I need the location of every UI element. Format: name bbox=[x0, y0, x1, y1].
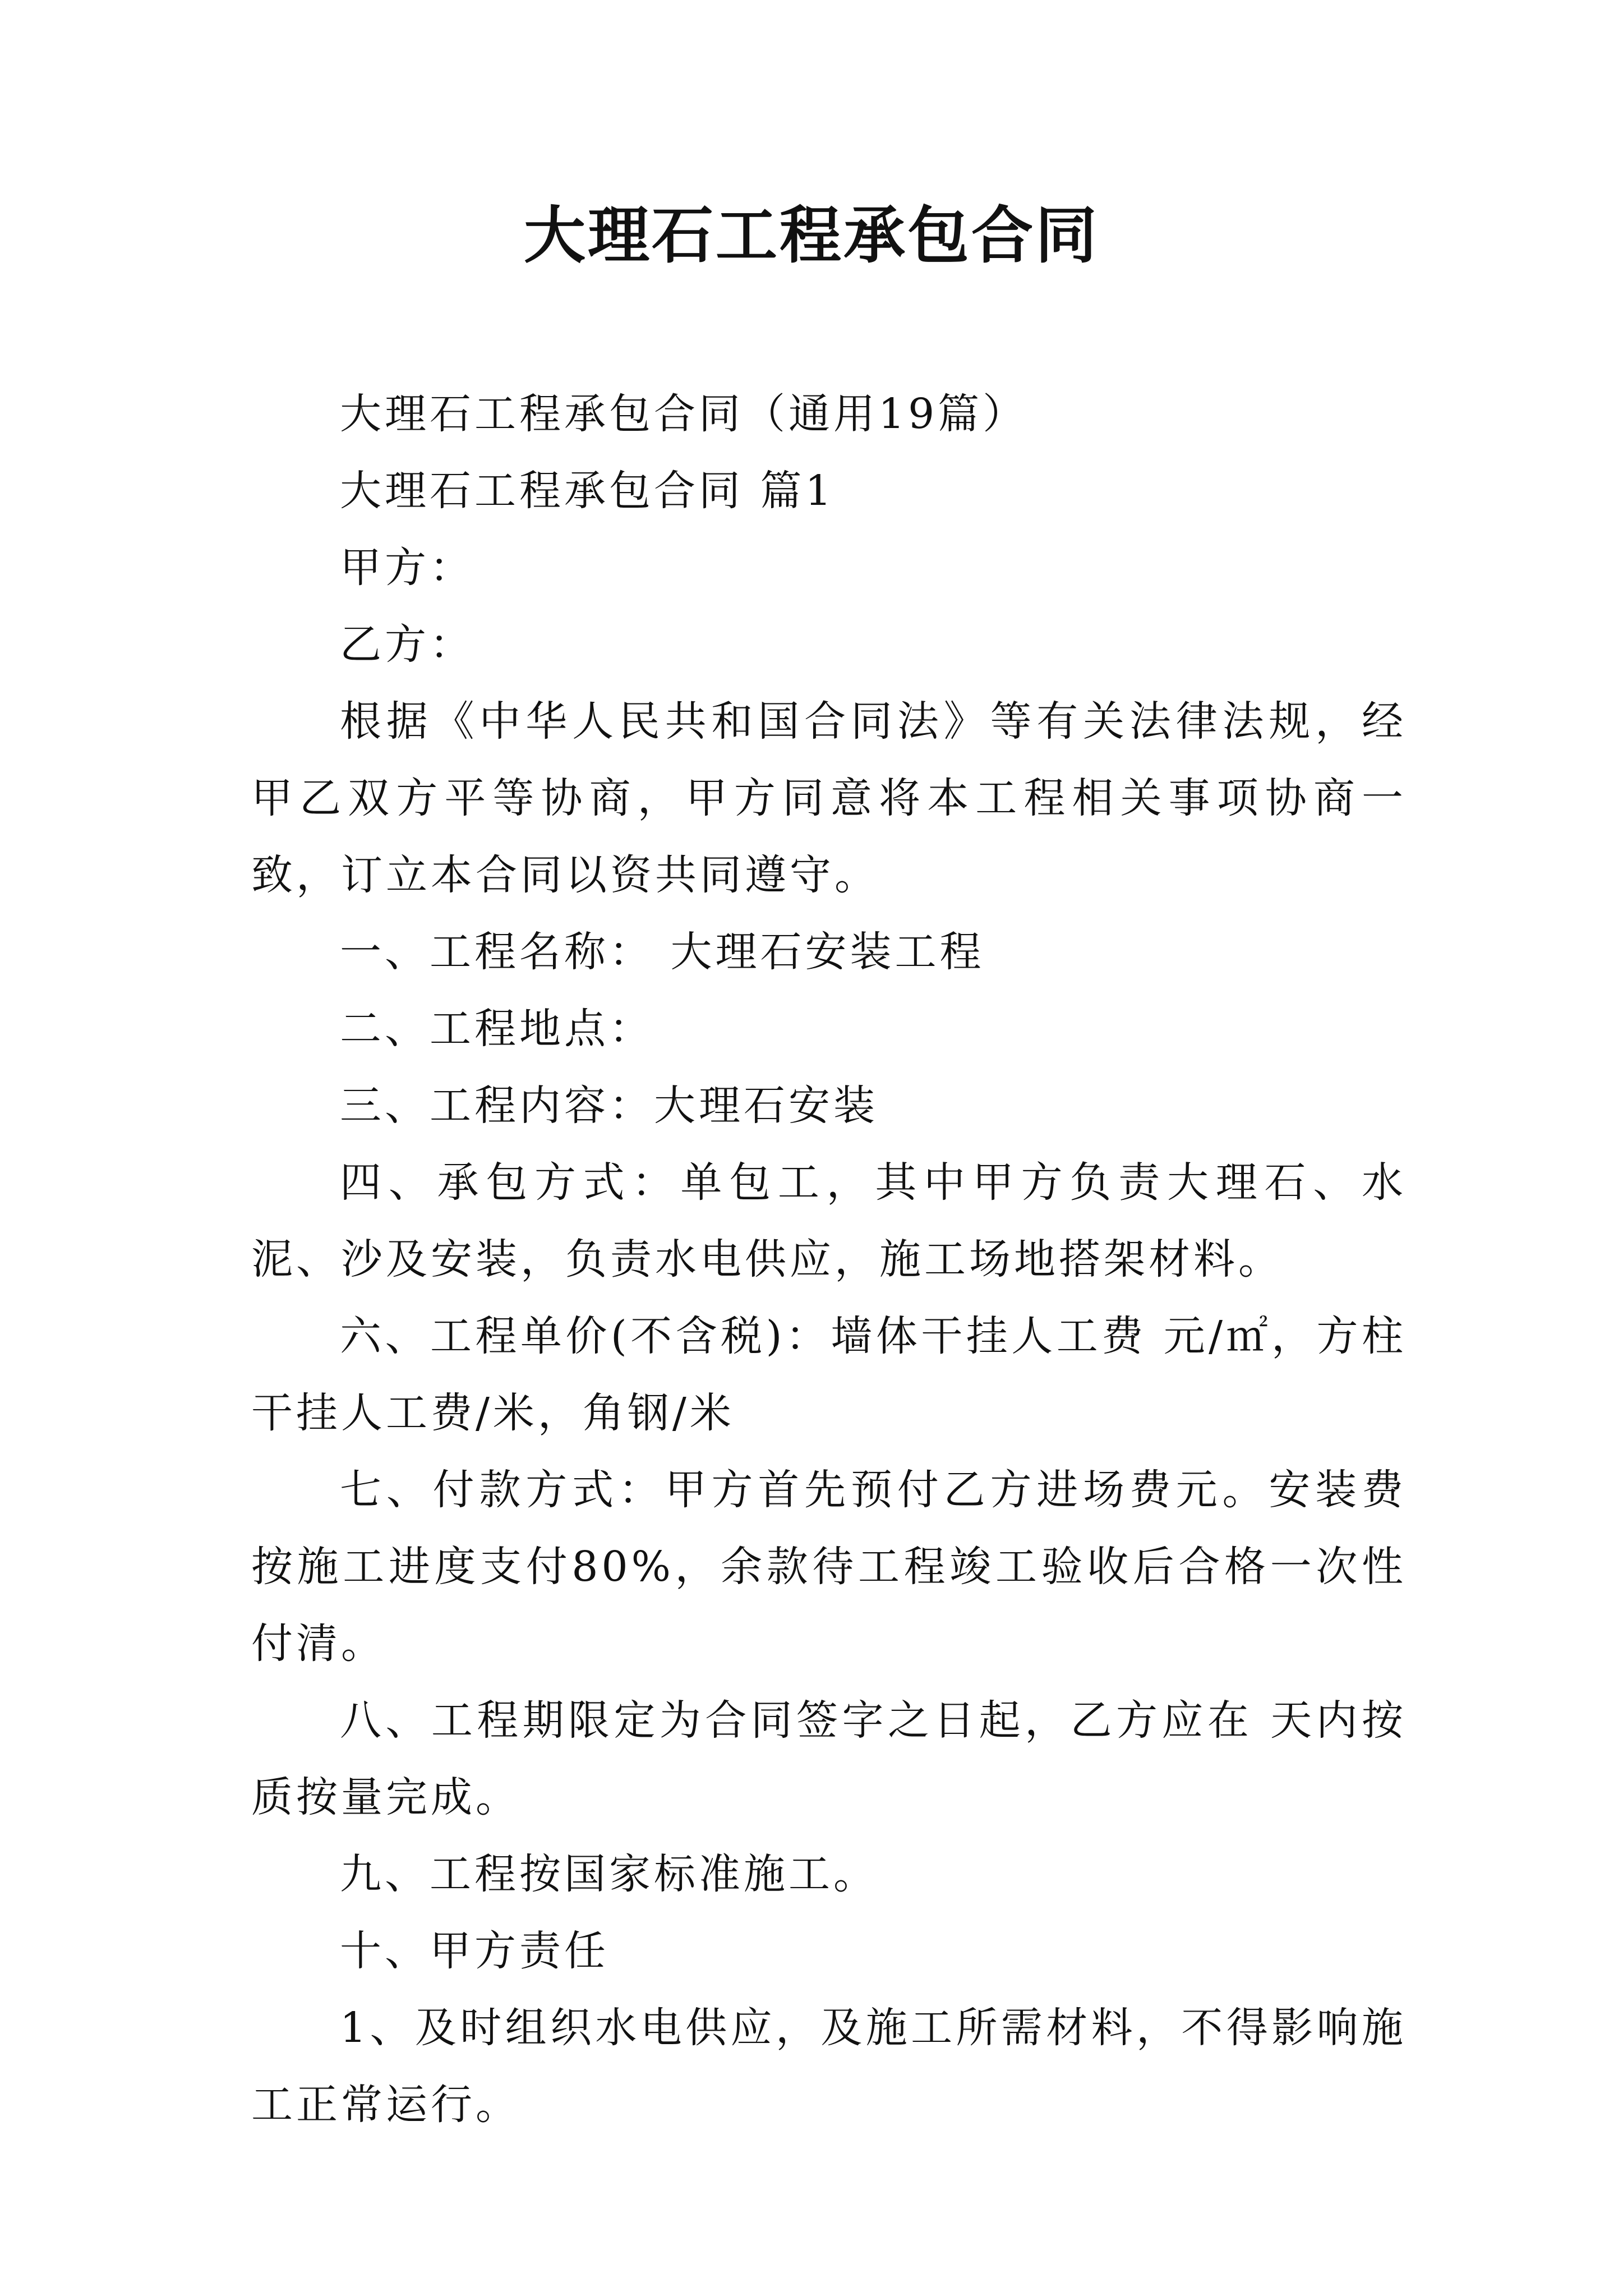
paragraph-preamble: 根据《中华人民共和国合同法》等有关法律法规，经甲乙双方平等协商，甲方同意将本工程相关事项协商一致，订立本合同以资共同遵守。 bbox=[251, 697, 1407, 899]
paragraph-subtitle: 大理石工程承包合同（通用19篇） bbox=[340, 390, 1028, 438]
paragraph-contract-method: 四、承包方式：单包工，其中甲方负责大理石、水泥、沙及安装，负责水电供应，施工场地搭架材料。 bbox=[251, 1158, 1407, 1283]
paragraph-unit-price: 六、工程单价(不含税)：墙体干挂人工费 元/㎡，方柱干挂人工费/米，角钢/米 bbox=[251, 1312, 1407, 1437]
paragraph-project-content: 三、工程内容：大理石安装 bbox=[340, 1082, 878, 1130]
paragraph-party-b: 乙方： bbox=[340, 620, 474, 669]
paragraph-payment: 七、付款方式：甲方首先预付乙方进场费元。安装费按施工进度支付80%，余款待工程竣工验收后合格一次性付清。 bbox=[251, 1466, 1407, 1668]
paragraph-party-a-duty-1: 1、及时组织水电供应，及施工所需材料，不得影响施工正常运行。 bbox=[251, 2004, 1407, 2129]
paragraph-party-a-duty-heading: 十、甲方责任 bbox=[340, 1927, 609, 1975]
paragraph-project-name: 一、工程名称： 大理石安装工程 bbox=[340, 928, 985, 976]
paragraph-article-heading: 大理石工程承包合同 篇1 bbox=[340, 467, 835, 515]
paragraph-party-a: 甲方： bbox=[340, 544, 474, 592]
paragraph-standard: 九、工程按国家标准施工。 bbox=[340, 1850, 878, 1898]
paragraph-project-location: 二、工程地点： bbox=[340, 1005, 654, 1053]
document-body bbox=[251, 376, 1407, 2143]
document-title: 大理石工程承包合同 bbox=[524, 200, 1099, 272]
paragraph-duration: 八、工程期限定为合同签字之日起，乙方应在 天内按质按量完成。 bbox=[251, 1696, 1407, 1821]
